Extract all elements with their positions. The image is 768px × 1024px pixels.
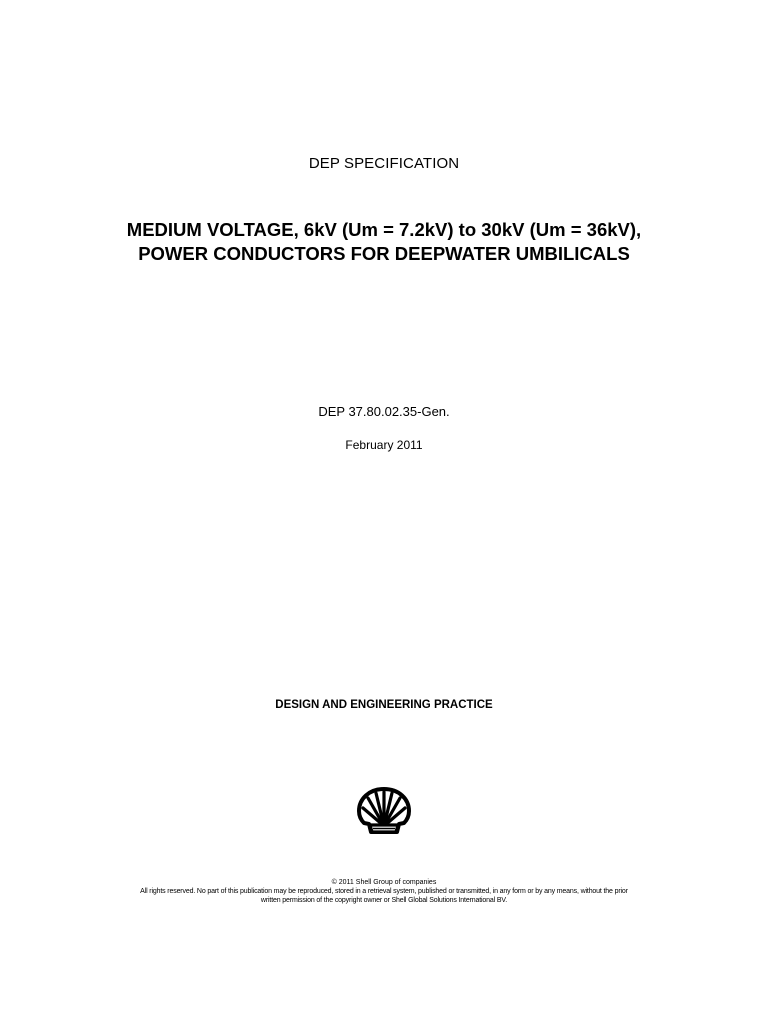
document-title bbox=[0, 218, 768, 266]
spec-label: DEP SPECIFICATION bbox=[308, 155, 460, 172]
title-line-1: MEDIUM VOLTAGE, 6kV (Um = 7.2kV) to 30kV (Um = 36kV), bbox=[126, 219, 642, 240]
document-date: February 2011 bbox=[345, 438, 423, 452]
document-number: DEP 37.80.02.35-Gen. bbox=[318, 404, 450, 419]
rights-line-1: All rights reserved. No part of this publication may be reproduced, stored in a retrieval system, published or transmitted, in any form or by any means, without the prior bbox=[140, 888, 628, 895]
title-line-2: POWER CONDUCTORS FOR DEEPWATER UMBILICALS bbox=[138, 243, 630, 264]
shell-pecten-icon bbox=[355, 786, 413, 838]
copyright-notice: © 2011 Shell Group of companies bbox=[331, 879, 437, 886]
practice-label: DESIGN AND ENGINEERING PRACTICE bbox=[275, 699, 493, 711]
rights-line-2: written permission of the copyright owner or Shell Global Solutions International BV. bbox=[260, 897, 508, 904]
rights-notice bbox=[60, 887, 708, 905]
